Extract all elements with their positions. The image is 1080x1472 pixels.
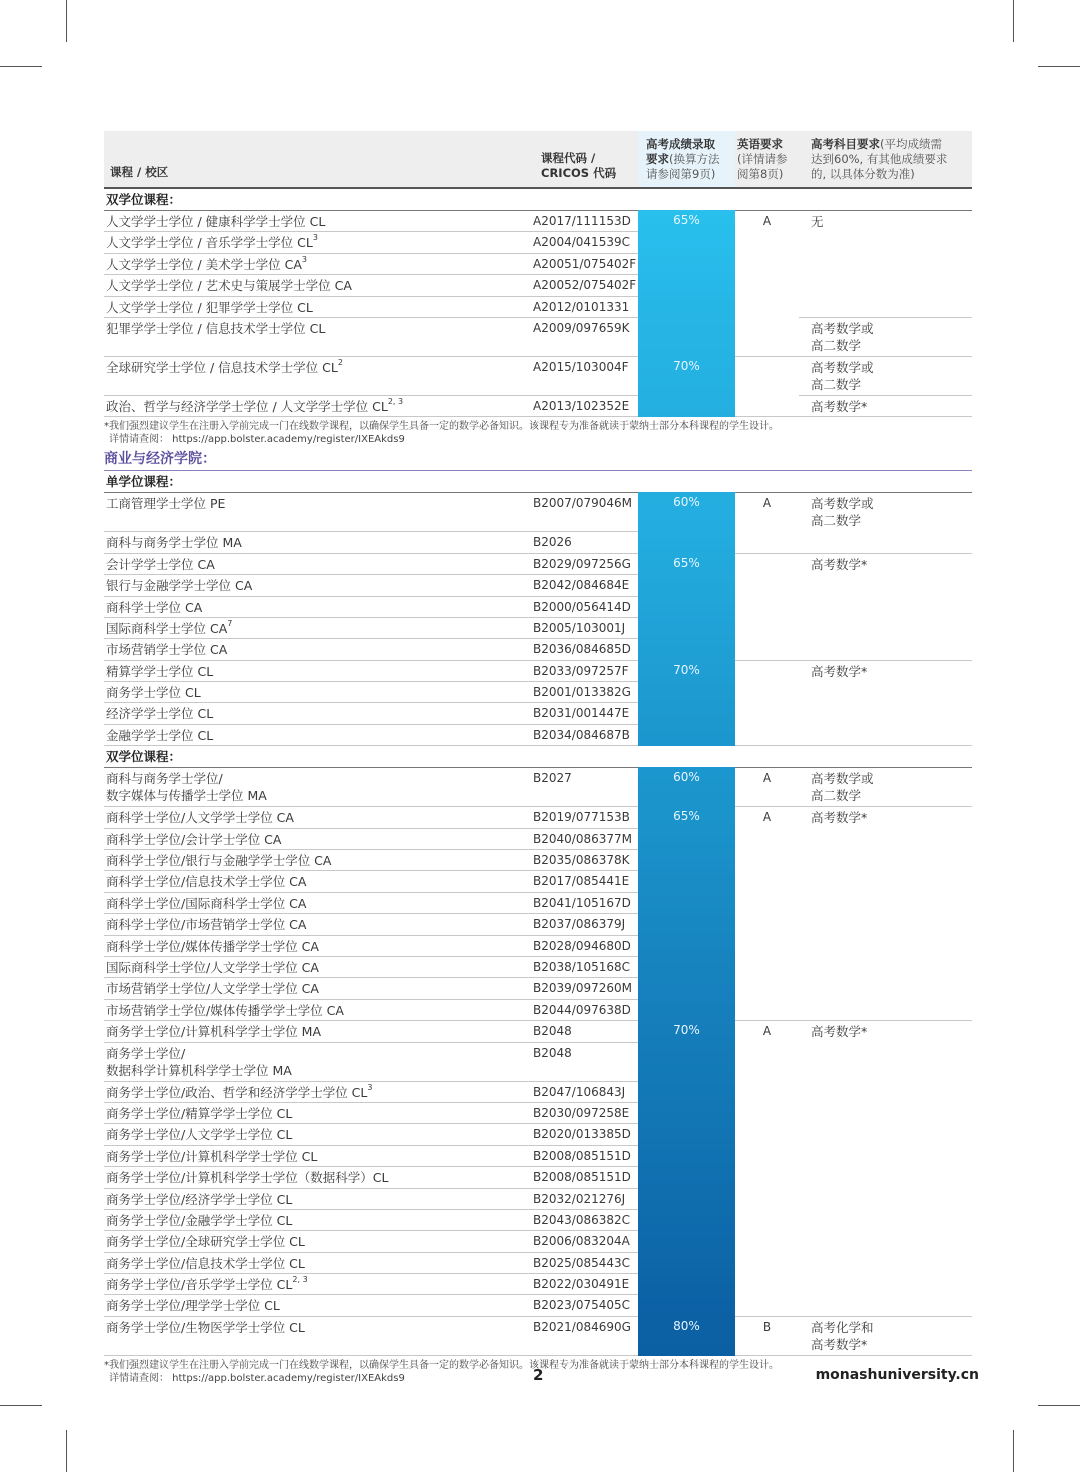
score-value: 60%: [673, 495, 700, 510]
score-cell: [638, 492, 735, 532]
course-name: [106, 234, 318, 251]
table-row: [104, 807, 972, 828]
course-code: B2008/085151D: [533, 1170, 631, 1185]
table-row: [104, 871, 972, 892]
course-code: B2027: [533, 771, 572, 786]
table-row: [104, 275, 972, 296]
table-row: [104, 575, 972, 596]
footnote-text: *我们强烈建议学生在注册入学前完成一门在线数学课程，以确保学生具备一定的数学必备知识。该课程专为准备就读于蒙纳士部分本科课程的学生设计。: [104, 1359, 779, 1371]
score-value: 70%: [673, 1023, 700, 1038]
footnote-ref: 2, 3: [387, 396, 404, 406]
course-code: B2042/084684E: [533, 578, 630, 593]
footnote-ref: 7: [227, 618, 233, 628]
table-row: [104, 297, 972, 318]
course-code: A20052/075402F: [533, 278, 637, 293]
english-req: A: [762, 214, 772, 228]
table-row: [104, 1146, 972, 1167]
score-cell: [638, 935, 735, 957]
score-cell: [638, 660, 735, 682]
subject-req: [811, 320, 874, 354]
score-cell: [638, 1294, 735, 1316]
crop-mark: [0, 66, 42, 67]
course-name: [106, 959, 319, 976]
course-name: [106, 1045, 292, 1079]
course-code: B2048: [533, 1045, 572, 1060]
course-name: [106, 873, 306, 890]
course-name-text: 商务学士学位/理学学士学位 CL: [106, 1298, 280, 1314]
course-name: [106, 1023, 321, 1040]
table-row: [104, 532, 972, 553]
table-row: [104, 618, 972, 639]
course-name-text: 商务学士学位/计算机科学学士学位（数据科学）CL: [106, 1170, 389, 1186]
score-cell: [638, 702, 735, 724]
table-row: [104, 1021, 972, 1042]
table-row: [104, 357, 972, 396]
course-name-text: 金融学学士学位 CL: [106, 727, 214, 743]
course-name-text: 市场营销学士学位/媒体传播学学士学位 CA: [106, 1002, 344, 1018]
course-name-text: 商科学士学位/国际商科学士学位 CA: [106, 895, 307, 911]
table-row: [104, 957, 972, 978]
table-row: [104, 1295, 972, 1316]
course-name-text: 商务学士学位/金融学学士学位 CL: [106, 1212, 293, 1228]
subject-line: 高二数学: [811, 376, 862, 392]
table-row: [104, 978, 972, 999]
course-name-text: 商科学士学位/银行与金融学学士学位 CA: [106, 853, 332, 869]
table-row: [104, 850, 972, 871]
course-name-text: 商科与商务学士学位/: [106, 771, 223, 787]
score-cell: [638, 531, 735, 553]
course-code: B2040/086377M: [533, 831, 632, 846]
course-code: B2039/097260M: [533, 981, 632, 996]
crop-mark: [0, 1405, 42, 1406]
course-name: [106, 809, 294, 826]
course-name-text: 人文学学士学位 / 美术学士学位 CA: [106, 256, 302, 272]
course-code: B2007/079046M: [533, 496, 632, 511]
course-code: A2012/0101331: [533, 299, 630, 314]
course-name: [106, 359, 343, 376]
course-name: [106, 1126, 292, 1143]
table-row: [104, 1231, 972, 1252]
course-name: [106, 684, 201, 701]
course-code: B2001/013382G: [533, 685, 631, 700]
course-name: [106, 727, 213, 744]
footnote-ref: 3: [367, 1082, 373, 1092]
course-name: [106, 831, 281, 848]
subject-req: [811, 1023, 867, 1040]
score-cell: [638, 828, 735, 850]
subject-req: [811, 663, 867, 680]
score-cell: [638, 253, 735, 275]
crop-mark: [66, 0, 67, 42]
course-name: [106, 1148, 317, 1165]
course-code: A20051/075402F: [533, 256, 637, 271]
crop-mark: [1038, 66, 1080, 67]
table-row: [104, 936, 972, 957]
course-name: [106, 556, 215, 573]
course-name: [106, 1084, 372, 1101]
course-name-text: 市场营销学士学位/人文学学士学位 CA: [106, 981, 319, 997]
course-code: B2019/077153B: [533, 810, 630, 825]
subject-line: 高考数学*: [811, 556, 868, 572]
table-row: [104, 914, 972, 935]
subject-line: 高考数学或: [811, 359, 874, 375]
course-name: [106, 213, 325, 230]
course-code: A2015/103004F: [533, 359, 629, 374]
footnote-ref: 2, 3: [292, 1275, 308, 1285]
score-cell: [638, 231, 735, 253]
course-code: B2035/086378K: [533, 853, 630, 868]
course-code: B2008/085151D: [533, 1148, 631, 1163]
score-value: 65%: [673, 555, 700, 570]
footnote-ref: 3: [312, 233, 318, 243]
subject-line: 高考数学或: [811, 771, 874, 787]
header-code: 课程代码 / CRICOS 代码: [541, 151, 617, 180]
english-req: A: [762, 496, 772, 511]
score-cell: [638, 892, 735, 914]
footnote-url: 详情请查阅： https://app.bolster.academy/register/IXEAkds9: [109, 1372, 405, 1384]
course-name: [106, 599, 202, 616]
course-name: [106, 980, 319, 997]
course-name: [106, 1255, 305, 1272]
course-code: B2033/097257F: [533, 663, 629, 678]
score-cell: [638, 849, 735, 871]
course-name-text: 商务学士学位/生物医学学士学位 CL: [106, 1319, 305, 1335]
course-name-text: 人文学学士学位 / 犯罪学学士学位 CL: [106, 299, 313, 315]
course-name-text: 犯罪学学士学位 / 信息技术学士学位 CL: [106, 320, 326, 336]
subsection-label: 双学位课程：: [104, 189, 972, 211]
course-code: B2038/105168C: [533, 959, 631, 974]
subsection-label: 单学位课程：: [104, 471, 972, 493]
score-cell: [638, 356, 735, 396]
course-code: B2022/030491E: [533, 1277, 630, 1292]
score-value: 60%: [673, 770, 700, 785]
english-req: B: [762, 1319, 772, 1334]
score-cell: [638, 913, 735, 935]
course-name-text: 商科与商务学士学位 MA: [106, 535, 242, 551]
table-row: [104, 1253, 972, 1274]
header-english: 英语要求 (详情请参 阅第8页): [737, 137, 788, 181]
crop-mark: [1038, 1405, 1080, 1406]
table-row: [104, 1210, 972, 1231]
section-title: 商业与经济学院：: [104, 448, 972, 471]
footnote-url: 详情请查阅： https://app.bolster.academy/register/IXEAkds9: [109, 434, 405, 446]
course-name-text: 人文学学士学位 / 艺术史与策展学士学位 CA: [106, 278, 352, 294]
score-cell: [638, 1145, 735, 1167]
course-name-text: 人文学学士学位 / 音乐学学士学位 CL: [106, 235, 313, 251]
subject-line: 高二数学: [811, 337, 862, 353]
subject-line: 高考数学*: [811, 663, 868, 679]
table-row: [104, 597, 972, 618]
crop-mark: [66, 1430, 67, 1472]
course-name-text: 会计学学士学位 CA: [106, 556, 215, 572]
course-code: B2036/084685D: [533, 642, 631, 657]
course-name: [106, 1233, 305, 1250]
table-row: [104, 211, 972, 232]
table-row: [104, 1167, 972, 1188]
subject-line: 高二数学: [811, 788, 862, 804]
course-name-text: 商务学士学位/音乐学学士学位 CL: [106, 1277, 293, 1293]
score-cell: [638, 1102, 735, 1124]
course-name-text: 商务学士学位/计算机科学学士学位 MA: [106, 1024, 322, 1040]
score-cell: [638, 1209, 735, 1231]
course-name: [106, 663, 213, 680]
score-cell: [638, 1042, 735, 1082]
course-name: [106, 1105, 292, 1122]
course-code: B2043/086382C: [533, 1212, 631, 1227]
course-name-text: 银行与金融学学士学位 CA: [106, 578, 253, 594]
subsection-label: 双学位课程：: [104, 746, 972, 768]
course-code: B2032/021276J: [533, 1191, 626, 1206]
table-row: [104, 768, 972, 807]
subject-req: [811, 213, 824, 230]
table-row: [104, 1082, 972, 1103]
course-code: B2047/106843J: [533, 1084, 626, 1099]
course-name: [106, 1169, 388, 1186]
score-cell: [638, 1252, 735, 1274]
course-name: [106, 277, 352, 294]
score-cell: [638, 999, 735, 1021]
footnote-ref: 3: [301, 254, 308, 264]
score-cell: [638, 806, 735, 828]
score-value: 65%: [673, 213, 700, 227]
table-row: [104, 725, 972, 746]
score-cell: [638, 767, 735, 807]
course-code: B2037/086379J: [533, 917, 626, 932]
course-name: [106, 1319, 305, 1336]
table-row: [104, 493, 972, 532]
course-name: [106, 770, 267, 804]
course-code: B2006/083204A: [533, 1234, 630, 1249]
subject-line: 高考数学或: [811, 320, 874, 336]
english-req: A: [762, 771, 772, 786]
course-code: B2026: [533, 535, 572, 550]
score-cell: [638, 870, 735, 892]
score-cell: [638, 1081, 735, 1103]
score-cell: [638, 1123, 735, 1145]
course-name-text: 商科学士学位/人文学学士学位 CA: [106, 810, 294, 826]
subject-line: 高考数学*: [811, 398, 868, 414]
table-header: [104, 131, 972, 189]
course-name: [106, 1212, 292, 1229]
score-cell: [638, 977, 735, 999]
table-row: [104, 682, 972, 703]
table-row: [104, 893, 972, 914]
course-name: [106, 256, 307, 273]
course-name-text: 商务学士学位/: [106, 1045, 186, 1061]
subject-req: [811, 809, 867, 826]
course-name-text: 商务学士学位 CL: [106, 685, 201, 701]
course-code: A2009/097659K: [533, 320, 630, 335]
score-cell: [638, 574, 735, 596]
table-row: [104, 639, 972, 660]
subject-req: [811, 495, 874, 529]
table-row: [104, 1043, 972, 1082]
english-req: A: [762, 810, 772, 825]
footnote-ref: 2: [337, 357, 343, 367]
score-cell: [638, 617, 735, 639]
course-name: [106, 852, 331, 869]
course-name-text: 商科学士学位/媒体传播学学士学位 CA: [106, 938, 319, 954]
course-name: [106, 1297, 280, 1314]
course-name: [106, 398, 403, 415]
course-code: B2044/097638D: [533, 1002, 631, 1017]
course-name-text: 工商管理学士学位 PE: [106, 496, 226, 512]
score-cell: [638, 596, 735, 618]
score-cell: [638, 724, 735, 746]
course-name-text: 商务学士学位/政治、哲学和经济学学士学位 CL: [106, 1084, 368, 1100]
header-course: 课程 / 校区: [110, 165, 169, 179]
course-name-text: 数字媒体与传播学士学位 MA: [106, 788, 267, 804]
course-name-text: 商务学士学位/精算学学士学位 CL: [106, 1105, 293, 1121]
english-req: A: [762, 1024, 772, 1039]
course-name: [106, 495, 225, 512]
course-code: B2023/075405C: [533, 1298, 631, 1313]
page-number: 2: [533, 1366, 544, 1384]
subject-line: 无: [811, 214, 824, 229]
course-code: B2017/085441E: [533, 874, 630, 889]
score-cell: [638, 638, 735, 660]
score-cell: [638, 1316, 735, 1356]
table-row: [104, 829, 972, 850]
course-code: B2021/084690G: [533, 1319, 631, 1334]
subject-line: 高二数学: [811, 513, 862, 529]
subject-line: 高考数学*: [811, 1336, 868, 1352]
course-name: [106, 320, 325, 337]
subject-line: 高考数学或: [811, 496, 874, 512]
table-row: [104, 1124, 972, 1145]
subject-req: [811, 398, 867, 415]
course-name-text: 国际商科学士学位 CA: [106, 620, 228, 636]
subject-line: 高考数学*: [811, 810, 868, 826]
score-cell: [638, 1188, 735, 1210]
course-name: [106, 1191, 292, 1208]
subject-req: [811, 1319, 874, 1353]
score-cell: [638, 956, 735, 978]
score-cell: [638, 296, 735, 318]
score-value: 70%: [673, 662, 700, 677]
course-name: [106, 620, 232, 637]
subject-req: [811, 556, 867, 573]
course-code: B2030/097258E: [533, 1105, 630, 1120]
course-code: B2020/013385D: [533, 1127, 631, 1142]
course-name-text: 商科学士学位 CA: [106, 599, 203, 615]
course-name-text: 数据科学计算机科学学士学位 MA: [106, 1062, 292, 1078]
score-cell: [638, 395, 735, 417]
course-name-text: 商科学士学位/信息技术学士学位 CA: [106, 874, 307, 890]
course-name: [106, 938, 319, 955]
course-code: B2031/001447E: [533, 706, 630, 721]
score-value: 70%: [673, 358, 700, 373]
table-row: [104, 1000, 972, 1021]
score-cell: [638, 274, 735, 296]
course-name: [106, 577, 252, 594]
course-code: A2013/102352E: [533, 398, 630, 413]
score-cell: [638, 1273, 735, 1295]
table-row: [104, 1317, 972, 1356]
course-code: A2017/111153D: [533, 214, 631, 228]
course-name-text: 商科学士学位/会计学士学位 CA: [106, 831, 282, 847]
course-name-text: 政治、哲学与经济学学士学位 / 人文学学士学位 CL: [106, 398, 388, 414]
course-name-text: 精算学学士学位 CL: [106, 663, 214, 679]
footnote: [104, 417, 972, 446]
course-code: B2048: [533, 1024, 572, 1039]
score-value: 65%: [673, 809, 700, 824]
course-name-text: 商务学士学位/全球研究学士学位 CL: [106, 1234, 305, 1250]
crop-mark: [1013, 1430, 1014, 1472]
course-name-text: 商科学士学位/市场营销学士学位 CA: [106, 917, 307, 933]
course-name: [106, 534, 242, 551]
course-name: [106, 641, 227, 658]
course-name: [106, 705, 213, 722]
course-name: [106, 299, 313, 316]
table-row: [104, 232, 972, 253]
table-row: [104, 554, 972, 575]
subject-line: 高考数学*: [811, 1024, 868, 1040]
course-name: [106, 1276, 308, 1293]
course-name: [106, 916, 306, 933]
course-code: B2000/056414D: [533, 599, 631, 614]
course-code: B2029/097256G: [533, 556, 631, 571]
course-name: [106, 1002, 344, 1019]
course-name-text: 市场营销学士学位 CA: [106, 642, 228, 658]
course-code: B2028/094680D: [533, 938, 631, 953]
table-row: [104, 703, 972, 724]
score-cell: [638, 553, 735, 575]
course-code: B2025/085443C: [533, 1255, 631, 1270]
course-name-text: 商务学士学位/人文学学士学位 CL: [106, 1127, 293, 1143]
course-table: [104, 131, 972, 1385]
score-cell: [638, 317, 735, 357]
course-name: [106, 895, 306, 912]
table-body: [104, 189, 972, 1385]
score-cell: [638, 1020, 735, 1042]
course-name-text: 国际商科学士学位/人文学学士学位 CA: [106, 959, 319, 975]
table-row: [104, 254, 972, 275]
course-code: A2004/041539C: [533, 235, 630, 250]
header-subject: 高考科目要求(平均成绩需 达到60%, 有其他成绩要求 的, 以具体分数为准): [811, 137, 948, 181]
course-name-text: 商务学士学位/信息技术学士学位 CL: [106, 1255, 305, 1271]
course-name-text: 商务学士学位/经济学学士学位 CL: [106, 1191, 293, 1207]
score-value: 80%: [673, 1318, 700, 1333]
site-url: monashuniversity.cn: [815, 1367, 979, 1383]
score-cell: [638, 210, 735, 232]
course-name-text: 商务学士学位/计算机科学学士学位 CL: [106, 1148, 318, 1164]
score-cell: [638, 681, 735, 703]
course-name-text: 人文学学士学位 / 健康科学学士学位 CL: [106, 214, 326, 229]
course-code: B2005/103001J: [533, 620, 626, 635]
table-row: [104, 396, 972, 417]
table-row: [104, 1189, 972, 1210]
header-gaokao: 高考成绩录取 要求(换算方法 请参阅第9页): [638, 131, 735, 187]
course-code: B2034/084687B: [533, 727, 630, 742]
course-name-text: 全球研究学士学位 / 信息技术学士学位 CL: [106, 359, 338, 375]
footnote-text: *我们强烈建议学生在注册入学前完成一门在线数学课程，以确保学生具备一定的数学必备知识。该课程专为准备就读于蒙纳士部分本科课程的学生设计。: [104, 421, 779, 433]
subject-req: [811, 359, 874, 393]
score-cell: [638, 1230, 735, 1252]
table-row: [104, 1274, 972, 1295]
course-name-text: 经济学学士学位 CL: [106, 706, 214, 722]
table-row: [104, 1103, 972, 1124]
score-cell: [638, 1166, 735, 1188]
course-code: B2041/105167D: [533, 895, 631, 910]
crop-mark: [1013, 0, 1014, 42]
table-row: [104, 661, 972, 682]
subject-line: 高考化学和: [811, 1319, 874, 1335]
table-row: [104, 318, 972, 357]
subject-req: [811, 770, 874, 804]
